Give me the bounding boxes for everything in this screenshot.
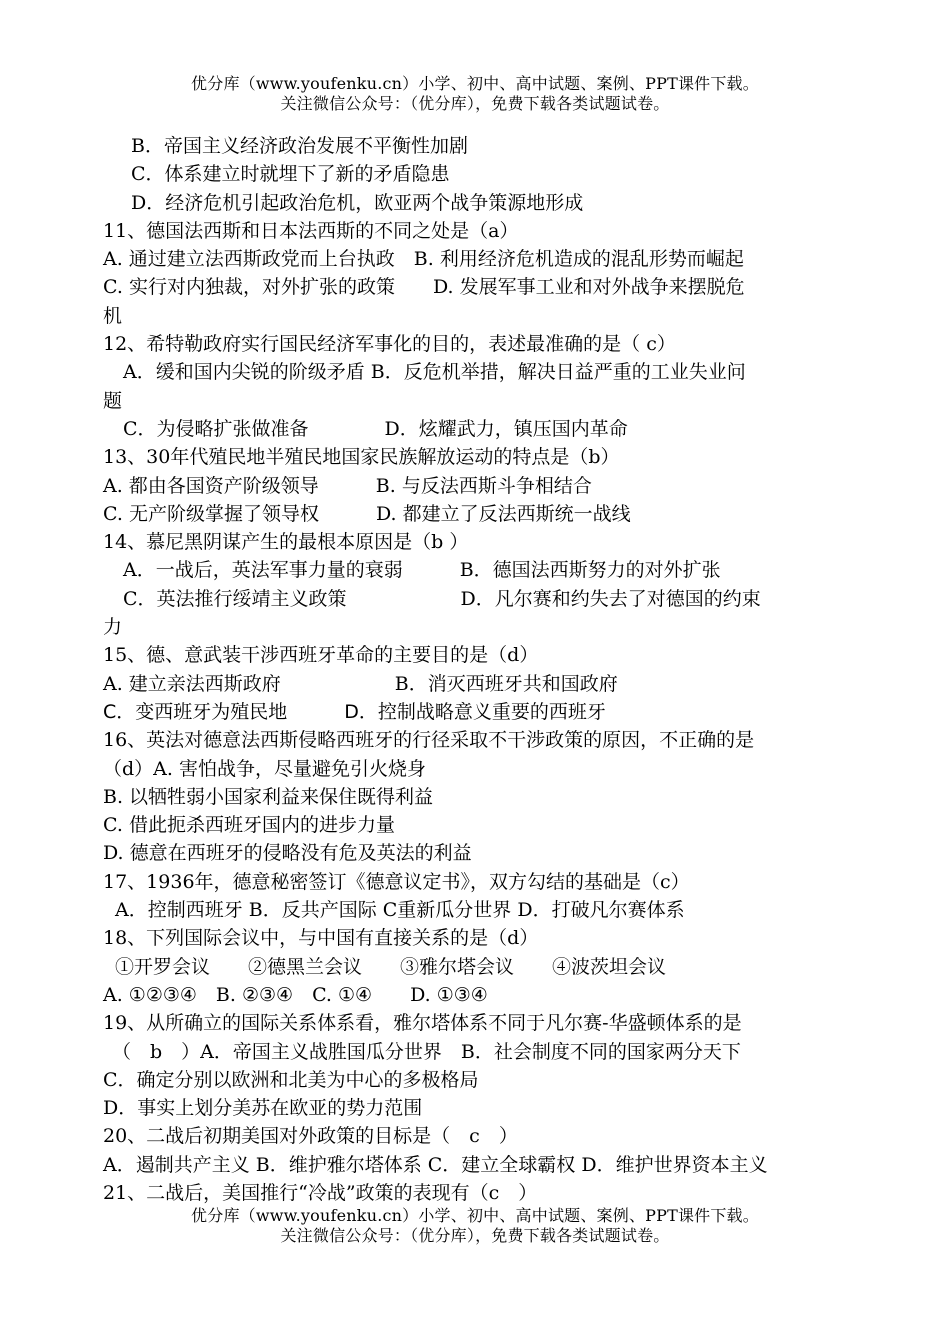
- option-line: （ b ）A．帝国主义战胜国瓜分世界 B．社会制度不同的国家两分天下: [112, 1040, 741, 1063]
- question-16: 16、英法对德意法西斯侵略西班牙的行径采取不干涉政策的原因，不正确的是: [103, 729, 755, 752]
- option-line: （d）A. 害怕战争，尽量避免引火烧身: [103, 757, 426, 780]
- option-line: 机: [103, 304, 123, 327]
- option-line: 力: [103, 616, 123, 639]
- option-line: A．缓和国内尖锐的阶级矛盾 B．反危机举措，解决日益严重的工业失业问: [123, 361, 746, 384]
- option-line: B．帝国主义经济政治发展不平衡性加剧: [131, 135, 468, 157]
- question-14: 14、慕尼黑阴谋产生的最根本原因是（b ）: [103, 531, 469, 554]
- option-line: A. 都由各国资产阶级领导 B. 与反法西斯斗争相结合: [103, 474, 592, 497]
- question-17: 17、1936年，德意秘密签订《德意议定书》，双方勾结的基础是（c）: [103, 870, 690, 893]
- page-header: [0, 74, 950, 114]
- option-line: D. 德意在西班牙的侵略没有危及英法的利益: [103, 842, 472, 865]
- option-line: D．经济危机引起政治危机，欧亚两个战争策源地形成: [131, 191, 584, 214]
- question-20: 20、二战后初期美国对外政策的目标是（ c ）: [103, 1125, 518, 1148]
- page-footer: [0, 1206, 950, 1246]
- option-line: A. 建立亲法西斯政府 B．消灭西班牙共和国政府: [103, 672, 618, 695]
- option-line: C．确定分别以欧洲和北美为中心的多极格局: [103, 1068, 479, 1091]
- option-line: A. ①②③④ B. ②③④ C. ①④ D. ①③④: [103, 983, 488, 1006]
- option-line: A．一战后，英法军事力量的衰弱 B．德国法西斯努力的对外扩张: [123, 559, 721, 582]
- question-11: 11、德国法西斯和日本法西斯的不同之处是（a）: [103, 219, 519, 242]
- question-19: 19、从所确立的国际关系体系看，雅尔塔体系不同于凡尔赛-华盛顿体系的是: [103, 1012, 742, 1035]
- question-15: 15、德、意武装干涉西班牙革命的主要目的是（d）: [103, 644, 539, 667]
- option-line: C. 无产阶级掌握了领导权 D. 都建立了反法西斯统一战线: [103, 502, 631, 525]
- header-line-1: 优分库（www.youfenku.cn）小学、初中、高中试题、案例、PPT课件下载。: [191, 74, 759, 93]
- option-line: 题: [103, 389, 123, 412]
- option-line: ①开罗会议 ②德黑兰会议 ③雅尔塔会议 ④波茨坦会议: [115, 955, 667, 978]
- option-line: B. 以牺牲弱小国家利益来保住既得利益: [103, 785, 434, 808]
- footer-line-1: 优分库（www.youfenku.cn）小学、初中、高中试题、案例、PPT课件下载。: [191, 1206, 759, 1225]
- exam-questions: [103, 132, 863, 1207]
- option-line: A．遏制共产主义 B．维护雅尔塔体系 C．建立全球霸权 D．维护世界资本主义: [103, 1153, 768, 1176]
- option-line: C. 实行对内独裁，对外扩张的政策 D. 发展军事工业和对外战争来摆脱危: [103, 276, 745, 299]
- question-13: 13、30年代殖民地半殖民地国家民族解放运动的特点是（b）: [103, 446, 620, 469]
- option-line: C. 借此扼杀西班牙国内的进步力量: [103, 814, 395, 837]
- question-18: 18、下列国际会议中，与中国有直接关系的是（d）: [103, 927, 539, 950]
- question-12: 12、希特勒政府实行国民经济军事化的目的，表述最准确的是（ c）: [103, 333, 676, 356]
- question-21: 21、二战后，美国推行“冷战”政策的表现有（c ）: [103, 1181, 538, 1204]
- option-line: A. 通过建立法西斯政党而上台执政 B. 利用经济危机造成的混乱形势而崛起: [103, 248, 744, 271]
- option-line: C．为侵略扩张做准备 D．炫耀武力，镇压国内革命: [123, 417, 628, 440]
- option-line: C．体系建立时就埋下了新的矛盾隐患: [131, 163, 450, 186]
- footer-line-2: 关注微信公众号：（优分库），免费下载各类试题试卷。: [280, 1226, 670, 1245]
- option-line: D．事实上划分美苏在欧亚的势力范围: [103, 1097, 423, 1120]
- option-line: C．英法推行绥靖主义政策 D．凡尔赛和约失去了对德国的约束: [123, 587, 761, 610]
- option-line: A．控制西班牙 B．反共产国际 C重新瓜分世界 D．打破凡尔赛体系: [115, 899, 685, 922]
- header-line-2: 关注微信公众号：（优分库），免费下载各类试题试卷。: [280, 94, 670, 113]
- option-line: C．变西班牙为殖民地 D．控制战略意义重要的西班牙: [103, 700, 606, 723]
